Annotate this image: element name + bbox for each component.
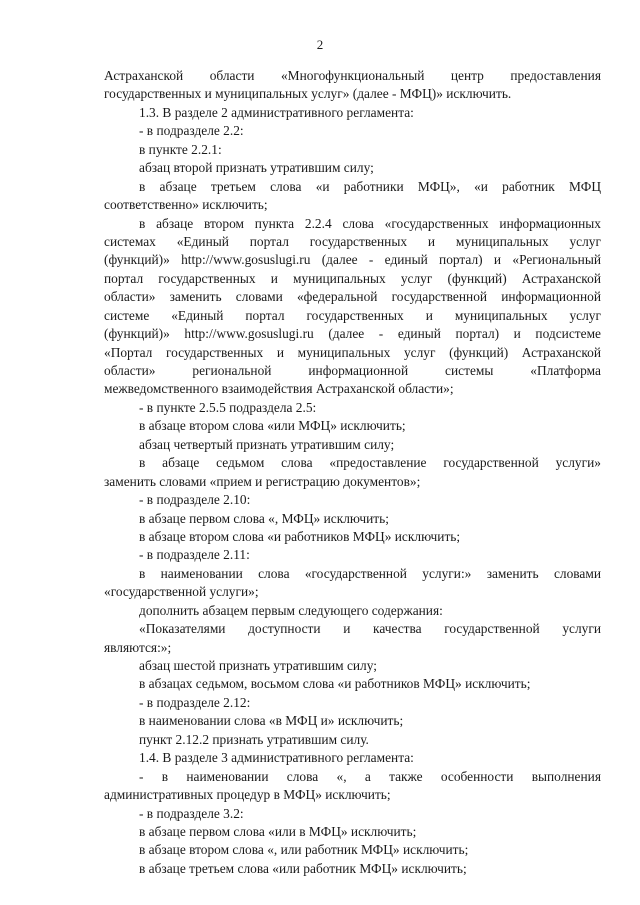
text-line: - в подразделе 3.2:: [139, 805, 244, 821]
text-line: области» заменить словами «федеральной государственной информационной: [104, 289, 601, 305]
text-line: межведомственного взаимодействия Астраханской области»;: [104, 381, 454, 397]
text-line: - в подразделе 2.2:: [139, 123, 244, 139]
text-line: Астраханской области «Многофункциональный центр предоставления: [104, 68, 601, 83]
text-line: в наименовании слова «государственной услуги:» заменить словами: [139, 565, 601, 581]
text-line: - в подразделе 2.10:: [139, 492, 251, 508]
text-line: 1.4. В разделе 3 административного регламента:: [139, 750, 414, 766]
text-line: «государственной услуги»;: [104, 584, 259, 600]
text-line: «Показателями доступности и качества государственной услуги: [139, 621, 601, 637]
text-line: в абзаце втором слова «и работников МФЦ» исключить;: [139, 528, 461, 544]
text-line: в абзаце седьмом слова «предоставление государственной услуги»: [139, 455, 601, 471]
page-number: 2: [316, 37, 324, 52]
text-line: области» региональной информационной системы «Платформа: [104, 363, 601, 378]
text-line: абзац шестой признать утратившим силу;: [139, 658, 377, 673]
text-line: портал государственных и муниципальных услуг (функций) Астраханской: [104, 270, 601, 286]
text-line: - в подразделе 2.11:: [139, 547, 250, 563]
text-line: в абзаце третьем слова «или работник МФЦ» исключить;: [139, 860, 467, 876]
text-line: абзац четвертый признать утратившим силу;: [139, 436, 395, 452]
text-line: в абзаце втором слова «или МФЦ» исключить;: [139, 418, 406, 434]
text-line: являются:»;: [104, 639, 172, 655]
text-line: дополнить абзацем первым следующего содержания:: [139, 602, 443, 618]
text-line: в абзацах седьмом, восьмом слова «и работников МФЦ» исключить;: [139, 676, 531, 692]
text-line: заменить словами «прием и регистрацию документов»;: [104, 473, 421, 489]
text-line: «Портал государственных и муниципальных услуг (функций) Астраханской: [104, 344, 601, 360]
text-line: в пункте 2.2.1:: [139, 141, 222, 157]
text-line: соответственно» исключить;: [104, 197, 268, 213]
text-line: в абзаце втором пункта 2.2.4 слова «государственных информационных: [139, 215, 601, 231]
text-line: в абзаце третьем слова «и работники МФЦ», «и работник МФЦ: [139, 178, 601, 194]
text-line: (функций)» http://www.gosuslugi.ru (далее - единый портал) и подсистеме: [104, 326, 601, 342]
text-line: 1.3. В разделе 2 административного регламента:: [139, 104, 414, 120]
text-line: (функций)» http://www.gosuslugi.ru (далее - единый портал) и «Региональный: [104, 252, 601, 268]
text-line: в абзаце первом слова «, МФЦ» исключить;: [139, 510, 389, 526]
text-line: - в пункте 2.5.5 подраздела 2.5:: [139, 399, 317, 415]
text-line: системах «Единый портал государственных и муниципальных услуг: [104, 233, 601, 249]
text-line: системе «Единый портал государственных и муниципальных услуг: [104, 307, 601, 323]
text-line: административных процедур в МФЦ» исключить;: [104, 787, 391, 803]
text-line: в абзаце втором слова «, или работник МФЦ» исключить;: [139, 842, 469, 858]
text-line: - в наименовании слова «, а также особенности выполнения: [139, 768, 601, 784]
text-line: абзац второй признать утратившим силу;: [139, 160, 374, 176]
text-line: в наименовании слова «в МФЦ и» исключить;: [139, 713, 404, 729]
text-line: - в подразделе 2.12:: [139, 694, 251, 710]
text-line: государственных и муниципальных услуг» (далее - МФЦ)» исключить.: [104, 86, 512, 102]
text-line: пункт 2.12.2 признать утратившим силу.: [139, 731, 369, 747]
text-line: в абзаце первом слова «или в МФЦ» исключить;: [139, 823, 417, 839]
document-body: [104, 67, 601, 878]
